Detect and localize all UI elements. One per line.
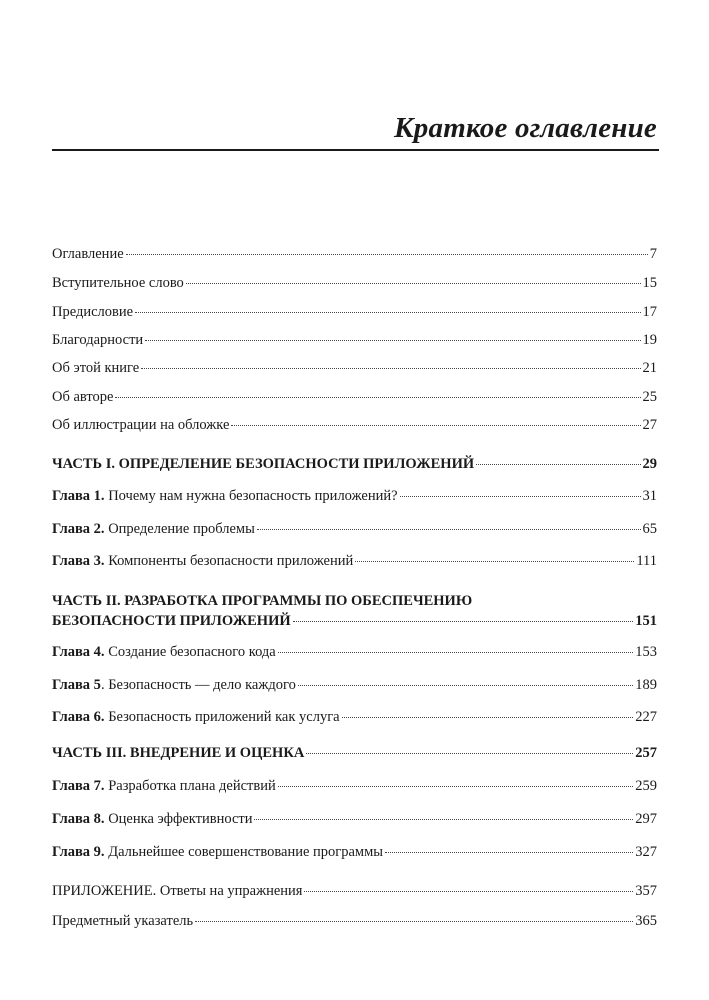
toc-entry-contents[interactable]: Оглавление 7 — [52, 246, 657, 262]
toc-entry-about-book[interactable]: Об этой книге 21 — [52, 360, 657, 376]
toc-chapter-1[interactable]: Глава 1. Почему нам нужна безопасность приложений? 31 — [52, 488, 657, 504]
toc-chapter-7[interactable]: Глава 7. Разработка плана действий 259 — [52, 778, 657, 794]
toc-part-1[interactable]: ЧАСТЬ I. ОПРЕДЕЛЕНИЕ БЕЗОПАСНОСТИ ПРИЛОЖЕНИЙ 29 — [52, 456, 657, 472]
chapter-prefix: Глава 8. — [52, 811, 105, 827]
chapter-prefix: Глава 4. — [52, 644, 105, 660]
toc-chapter-5[interactable]: Глава 5. Безопасность — дело каждого 189 — [52, 677, 657, 693]
toc-part-2-line1[interactable]: ЧАСТЬ II. РАЗРАБОТКА ПРОГРАММЫ ПО ОБЕСПЕЧЕНИЮ — [52, 593, 473, 609]
toc-part-2[interactable]: БЕЗОПАСНОСТИ ПРИЛОЖЕНИЙ 151 — [52, 613, 657, 629]
toc-entry-about-author[interactable]: Об авторе 25 — [52, 389, 657, 405]
toc-chapter-8[interactable]: Глава 8. Оценка эффективности 297 — [52, 811, 657, 827]
chapter-prefix: Глава 3. — [52, 553, 105, 569]
toc-entry-cover-illustration[interactable]: Об иллюстрации на обложке 27 — [52, 417, 657, 433]
toc-entry-index[interactable]: Предметный указатель 365 — [52, 913, 657, 929]
chapter-prefix: Глава 9. — [52, 844, 105, 860]
toc-chapter-9[interactable]: Глава 9. Дальнейшее совершенствование программы 327 — [52, 844, 657, 860]
chapter-prefix: Глава 5 — [52, 677, 101, 693]
toc-chapter-3[interactable]: Глава 3. Компоненты безопасности приложений 111 — [52, 553, 657, 569]
toc-chapter-6[interactable]: Глава 6. Безопасность приложений как услуга 227 — [52, 709, 657, 725]
chapter-prefix: Глава 2. — [52, 521, 105, 537]
chapter-prefix: Глава 7. — [52, 778, 105, 794]
toc-entry-appendix[interactable]: ПРИЛОЖЕНИЕ. Ответы на упражнения 357 — [52, 883, 657, 899]
title-rule — [52, 149, 659, 151]
page-title: Краткое оглавление — [393, 112, 657, 144]
toc-entry-acknowledgements[interactable]: Благодарности 19 — [52, 332, 657, 348]
chapter-prefix: Глава 1. — [52, 488, 105, 504]
toc-chapter-4[interactable]: Глава 4. Создание безопасного кода 153 — [52, 644, 657, 660]
toc-part-3[interactable]: ЧАСТЬ III. ВНЕДРЕНИЕ И ОЦЕНКА 257 — [52, 745, 657, 761]
chapter-prefix: Глава 6. — [52, 709, 105, 725]
toc-entry-preface[interactable]: Предисловие 17 — [52, 304, 657, 320]
toc-chapter-2[interactable]: Глава 2. Определение проблемы 65 — [52, 521, 657, 537]
toc-entry-foreword[interactable]: Вступительное слово 15 — [52, 275, 657, 291]
